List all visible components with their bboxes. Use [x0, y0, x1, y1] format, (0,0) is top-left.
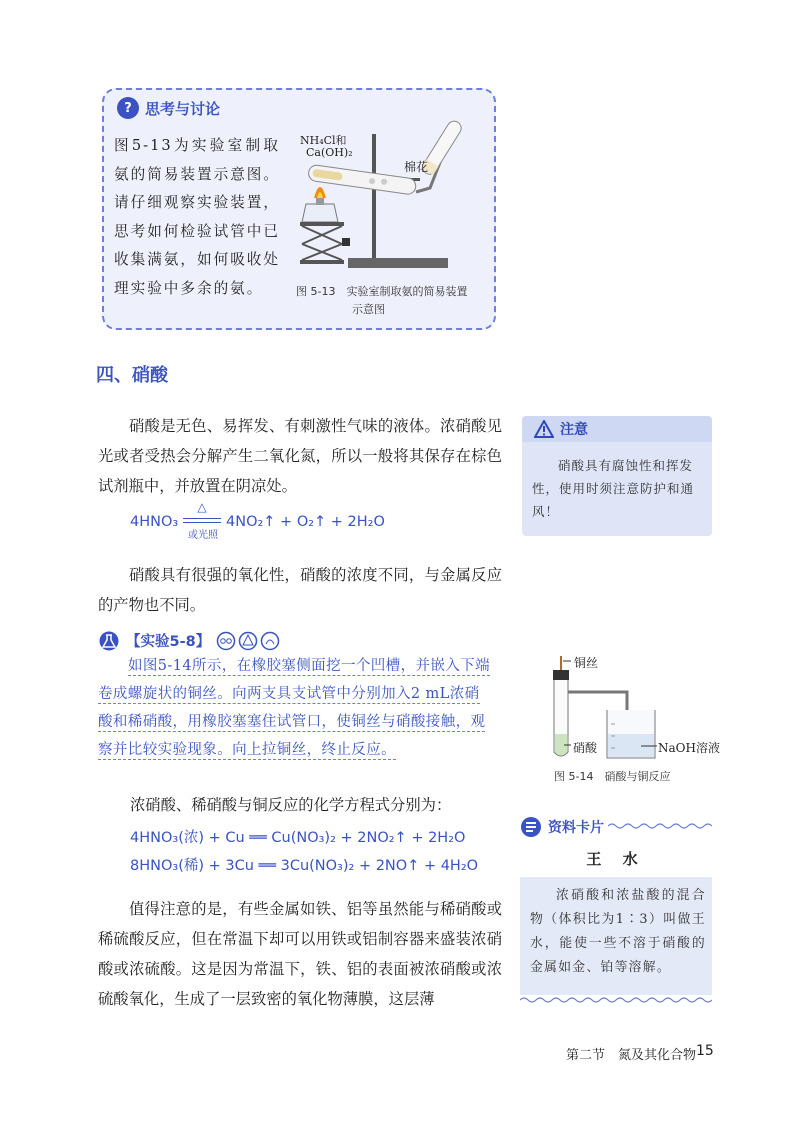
experiment-heading — [98, 630, 286, 651]
equation-equals-sign — [183, 518, 221, 523]
goggles-icon — [218, 632, 235, 649]
figure-5-14-caption: 图 5-14 硝酸与铜反应 — [554, 770, 671, 783]
safety-icons — [216, 631, 286, 651]
alcohol-lamp — [302, 204, 338, 222]
paragraph-passivation: 值得注意的是，有些金属如铁、铝等虽然能与稀硝酸或稀硫酸反应，但在常温下却可以用铁或铝制容器来盛装浓硝酸或浓硫酸。这是因为常温下，铁、铝的表面被浓硝酸或浓硫酸氧化，生成了一层致密的氧化物薄膜，这层薄 — [98, 900, 502, 1008]
warning-icon — [534, 420, 554, 438]
label-nitric-acid: 硝酸 — [573, 741, 598, 755]
experiment-line-3: 酸和稀硝酸，用橡胶塞塞住试管口，使铜丝与硝酸接触，观 — [98, 714, 486, 730]
equation-condition-heat: △ — [197, 500, 207, 514]
paragraph-equations-intro: 浓硝酸、稀硝酸与铜反应的化学方程式分别为： — [130, 796, 452, 814]
equation-decomposition-right: 4NO₂↑ + O₂↑ + 2H₂O — [226, 514, 385, 530]
info-card-heading — [520, 816, 604, 838]
info-card-subtitle: 王 水 — [586, 850, 646, 868]
label-naoh-solution: NaOH溶液 — [658, 741, 720, 755]
discussion-icon: ? — [117, 97, 139, 119]
label-reagent-2: Ca(OH)₂ — [306, 146, 353, 159]
think-discuss-heading — [117, 97, 220, 119]
label-copper-wire: 铜丝 — [574, 656, 599, 670]
hand-wash-icon — [262, 632, 279, 649]
book-icon — [520, 816, 542, 838]
think-discuss-title: 思考与讨论 — [145, 99, 221, 118]
note-heading — [534, 419, 588, 439]
label-reagent-1: NH₄Cl和 — [300, 134, 347, 147]
stand-rod — [372, 134, 376, 264]
flask-icon — [98, 631, 120, 651]
rubber-stopper — [553, 670, 569, 680]
experiment-text — [98, 652, 498, 764]
paragraph-oxidizing: 硝酸具有很强的氧化性，硝酸的浓度不同，与金属反应的产物也不同。 — [98, 566, 502, 614]
info-card-text: 浓硝酸和浓盐酸的混合物（体积比为1∶3）叫做王水，能使一些不溶于硝酸的金属如金、铂等溶解。 — [530, 888, 706, 975]
equation-dilute: 8HNO₃(稀) + 3Cu ══ 3Cu(NO₃)₂ + 2NO↑ + 4H₂O — [130, 858, 479, 874]
note-text: 硝酸具有腐蚀性和挥发性，使用时须注意防护和通风！ — [532, 458, 695, 519]
note-title: 注意 — [560, 422, 588, 438]
wavy-divider — [608, 822, 712, 830]
test-tube — [308, 164, 417, 195]
footer-chapter: 第二节 氮及其化合物 — [566, 1048, 697, 1063]
figure-5-13-caption-cont: 示意图 — [352, 303, 385, 316]
experiment-line-2: 卷成螺旋状的铜丝。向两支具支试管中分别加入2 mL浓硝 — [98, 686, 480, 702]
equation-decomposition-left: 4HNO₃ — [130, 514, 179, 530]
think-discuss-text: 图5-13为实验室制取氨的简易装置示意图。请仔细观察实验装置，思考如何检验试管中已收集满氨，如何吸收处理实验中多余的氨。 — [114, 137, 280, 297]
equation-condition-light: 或光照 — [188, 530, 218, 541]
figure-5-13-caption: 图 5-13 实验室制取氨的简易装置 — [296, 285, 468, 298]
experiment-line-1: 如图5-14所示，在橡胶塞侧面挖一个凹槽，并嵌入下端 — [128, 658, 490, 674]
experiment-title: 【实验5-8】 — [126, 634, 211, 650]
experiment-line-4: 察并比较实验现象。向上拉铜丝，终止反应。 — [98, 742, 396, 758]
info-card-title: 资料卡片 — [548, 820, 604, 836]
section-title: 四、硝酸 — [96, 365, 168, 386]
stand-base — [348, 258, 448, 268]
page-number: 15 — [696, 1043, 714, 1059]
paragraph-nitric-acid-properties: 硝酸是无色、易挥发、有刺激性气味的液体。浓硝酸见光或者受热会分解产生二氧化氮，所以一般将其保存在棕色试剂瓶中，并放置在阴凉处。 — [98, 417, 502, 495]
label-cotton: 棉花 — [404, 160, 429, 174]
equation-concentrated: 4HNO₃(浓) + Cu ══ Cu(NO₃)₂ + 2NO₂↑ + 2H₂O — [130, 830, 466, 846]
lab-jack — [300, 222, 344, 226]
wavy-divider-bottom — [520, 996, 712, 1004]
